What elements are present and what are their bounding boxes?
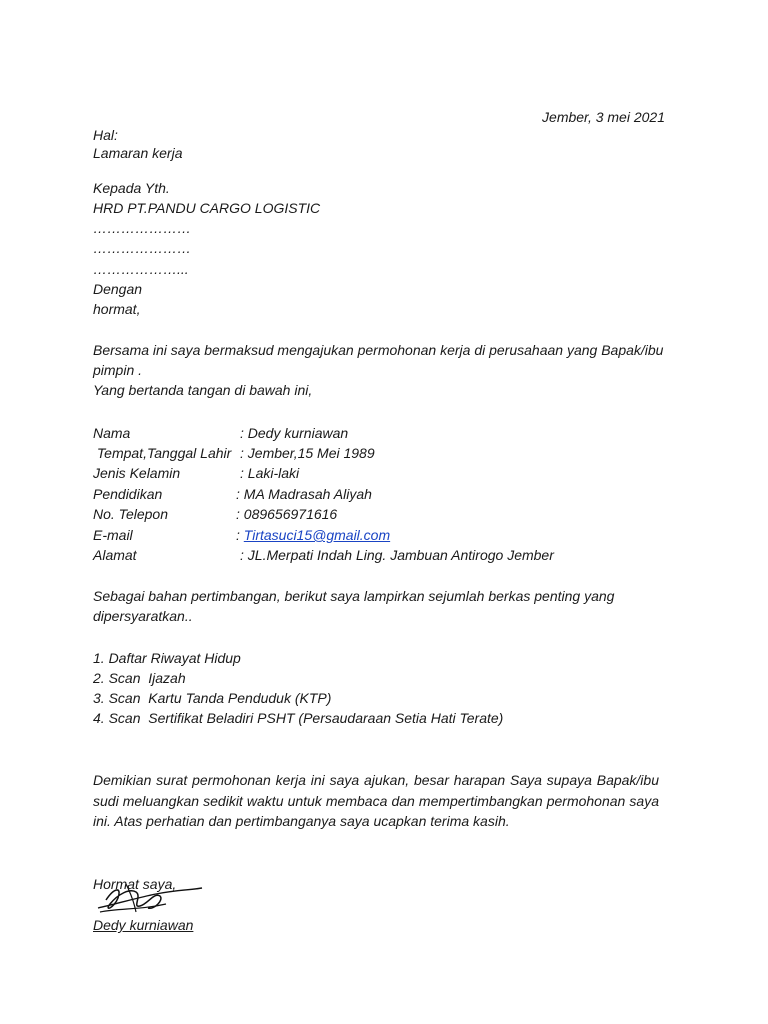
salutation-line: hormat, [93, 301, 141, 317]
attachment-item: 3. Scan Kartu Tanda Penduduk (KTP) [93, 690, 332, 706]
field-value-gender: : Laki-laki [240, 465, 300, 481]
field-label-education: Pendidikan [93, 486, 163, 502]
field-label-address: Alamat [93, 547, 137, 563]
attachments-intro-line: dipersyaratkan.. [93, 608, 193, 624]
field-value-nama: : Dedy kurniawan [240, 425, 349, 441]
intro-line: Yang bertanda tangan di bawah ini, [93, 382, 313, 398]
attachment-item: 2. Scan Ijazah [93, 670, 186, 686]
field-label-phone: No. Telepon [93, 506, 168, 522]
salutation-line: Dengan [93, 281, 143, 297]
field-label-nama: Nama [93, 425, 131, 441]
letter-date: Jember, 3 mei 2021 [542, 109, 665, 125]
field-value-email [236, 525, 390, 545]
subject-value: Lamaran kerja [93, 145, 183, 161]
field-label-email: E-mail [93, 527, 133, 543]
email-colon: : [236, 527, 244, 543]
field-value-phone: : 089656971616 [236, 506, 338, 522]
field-label-gender: Jenis Kelamin [93, 465, 181, 481]
field-value-address: : JL.Merpati Indah Ling. Jambuan Antirogo Jember [240, 547, 554, 563]
attachments-intro-line: Sebagai bahan pertimbangan, berikut saya lampirkan sejumlah berkas penting yang [93, 588, 615, 604]
recipient-address-line: ………………... [93, 261, 189, 277]
field-value-education: : MA Madrasah Aliyah [236, 486, 372, 502]
recipient-greeting: Kepada Yth. [93, 180, 170, 196]
intro-line: pimpin . [93, 362, 143, 378]
subject-label: Hal: [93, 127, 118, 143]
signoff-label: Hormat saya, [93, 876, 177, 892]
recipient-address-line: ………………… [93, 240, 191, 256]
recipient-name: HRD PT.PANDU CARGO LOGISTIC [93, 200, 321, 216]
attachment-item: 1. Daftar Riwayat Hidup [93, 650, 241, 666]
attachment-item: 4. Scan Sertifikat Beladiri PSHT (Persaudaraan Setia Hati Terate) [93, 710, 504, 726]
signer-name: Dedy kurniawan [93, 917, 194, 933]
signature-scribble [96, 878, 206, 918]
field-label-ttl: Tempat,Tanggal Lahir [93, 445, 232, 461]
field-value-ttl: : Jember,15 Mei 1989 [240, 445, 375, 461]
intro-line: Bersama ini saya bermaksud mengajukan permohonan kerja di perusahaan yang Bapak/ibu [93, 342, 664, 358]
recipient-address-line: ………………… [93, 220, 191, 236]
closing-paragraph: Demikian surat permohonan kerja ini saya ajukan, besar harapan Saya supaya Bapak/ibu sudi meluangkan sedikit waktu untuk membaca dan mempertimbangkan permohonan saya ini. Atas perhatian dan pertimbanganya saya ucapkan terima kasih. [93, 772, 659, 829]
email-link[interactable]: Tirtasuci15@gmail.com [243, 527, 391, 543]
